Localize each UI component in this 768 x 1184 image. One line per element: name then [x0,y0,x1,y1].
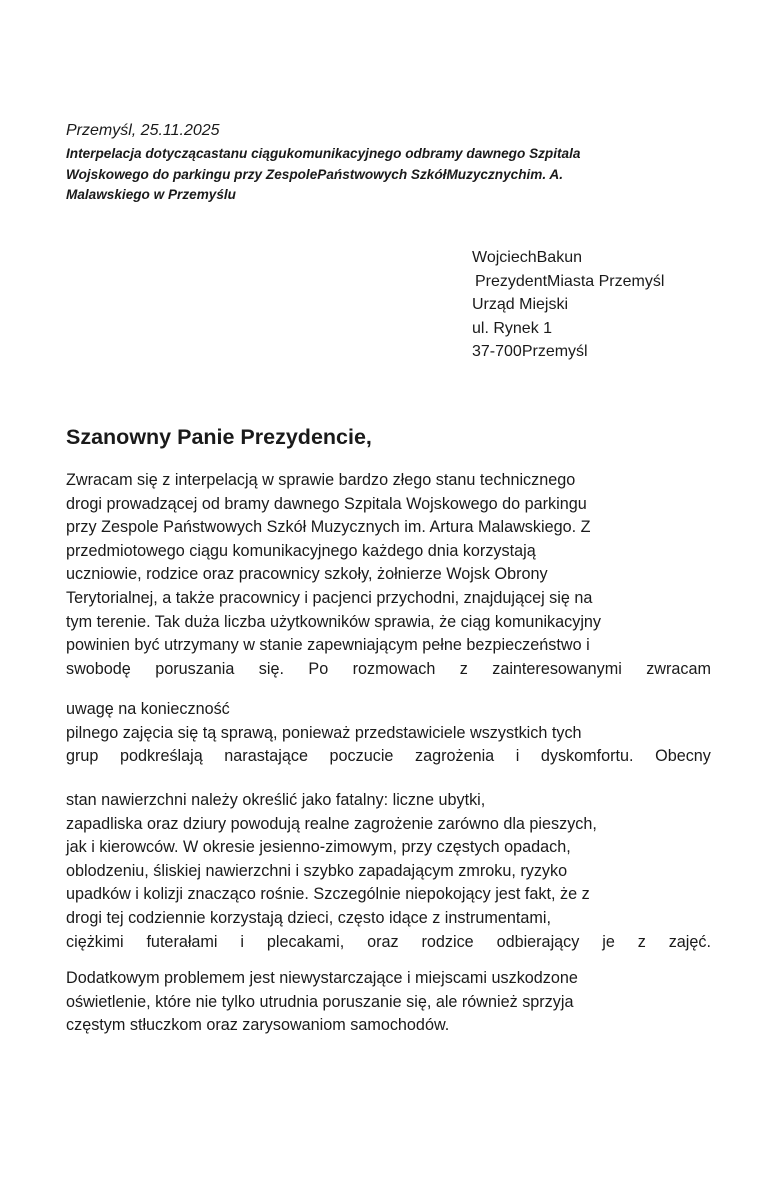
paragraph-line-justified [66,931,711,955]
word: Po [308,659,329,678]
word: z [459,659,468,678]
word: poczucie [329,747,394,766]
word: rozmowach [352,659,436,678]
subject-line: Wojskowego do parkingu przy ZespolePaństwowych SzkółMuzycznychim. A. [66,166,564,182]
word: oraz [367,932,399,951]
word: podkreślają [119,747,203,766]
word: je [602,932,615,951]
recipient-office: Urząd Miejski [472,296,569,313]
paragraph-line: częstym stłuczkom oraz zarysowaniom samochodów. [66,1016,450,1035]
paragraph-line: Terytorialnej, a także pracownicy i pacjenci przychodni, znajdującej się na [66,588,593,607]
word: swobodę [66,659,131,678]
word: zagrożenia [414,747,495,766]
recipient-name: WojciechBakun [472,249,582,266]
word: odbierający [496,932,580,951]
recipient-city: 37-700Przemyśl [472,343,588,360]
paragraph-line: zapadliska oraz dziury powodują realne zagrożenie zarówno dla pieszych, [66,814,597,833]
word: rodzice [421,932,474,951]
word: zainteresowanymi [492,659,622,678]
word: z [637,932,646,951]
body-paragraph-3 [66,789,711,954]
word: dyskomfortu. [540,747,634,766]
paragraph-line: jak i kierowców. W okresie jesienno-zimowym, przy częstych opadach, [66,838,571,857]
paragraph-line: drogi prowadzącej od bramy dawnego Szpitala Wojskowego do parkingu [66,494,587,513]
subject-line: Malawskiego w Przemyślu [66,187,236,202]
paragraph-line: uczniowie, rodzice oraz pracownicy szkoły, żołnierze Wojsk Obrony [66,565,548,584]
paragraph-line: Dodatkowym problemem jest niewystarczające i miejscami uszkodzone [66,969,578,987]
letter-date: Przemyśl, 25.11.2025 [66,122,220,139]
recipient-address [472,246,664,364]
recipient-street: ul. Rynek 1 [472,319,553,337]
word: zajęć. [668,932,711,951]
word: zwracam [646,659,711,678]
word: plecakami, [266,932,345,951]
paragraph-line-justified [66,745,711,769]
word: narastające [224,747,308,766]
paragraph-line: powinien być utrzymany w stanie zapewniającym pełne bezpieczeństwo i [66,636,590,655]
paragraph-line: upadków i kolizji znacząco rośnie. Szczególnie niepokojący jest fakt, że z [66,885,590,904]
word: ciężkimi [66,932,124,951]
paragraph-line: uwagę na konieczność [66,700,230,718]
word: i [240,932,244,951]
letter-greeting: Szanowny Panie Prezydencie, [66,425,372,449]
paragraph-line: przy Zespole Państwowych Szkół Muzycznych im. Artura Malawskiego. Z [66,518,591,537]
paragraph-line: przedmiotowego ciągu komunikacyjnego każdego dnia korzystają [66,541,536,560]
word: futerałami [146,932,218,951]
letter-subject [66,144,706,206]
paragraph-line: tym terenie. Tak duża liczba użytkowników sprawia, że ciąg komunikacyjny [66,612,602,631]
word: Obecny [655,747,711,766]
paragraph-line: oblodzeniu, śliskiej nawierzchni i szybko zapadającym zmroku, ryzyko [66,861,568,880]
paragraph-line: pilnego zajęcia się tą sprawą, ponieważ przedstawiciele wszystkich tych [66,723,582,742]
body-paragraph-4 [66,967,711,1038]
paragraph-line-justified [66,658,711,682]
body-paragraph-1 [66,469,711,681]
word: grup [66,747,99,766]
paragraph-line: oświetlenie, które nie tylko utrudnia poruszanie się, ale również sprzyja [66,992,574,1011]
recipient-title: PrezydentMiasta Przemyśl [475,272,665,290]
body-paragraph-2 [66,698,711,769]
word: i [515,747,520,766]
paragraph-line: Zwracam się z interpelacją w sprawie bardzo złego stanu technicznego [66,471,576,489]
paragraph-line: stan nawierzchni należy określić jako fatalny: liczne ubytki, [66,791,486,809]
paragraph-line: drogi tej codziennie korzystają dzieci, często idące z instrumentami, [66,908,551,927]
word: poruszania [155,659,235,678]
word: się. [258,659,284,678]
subject-line: Interpelacja dotyczącastanu ciągukomunikacyjnego odbramy dawnego Szpitala [66,146,581,161]
